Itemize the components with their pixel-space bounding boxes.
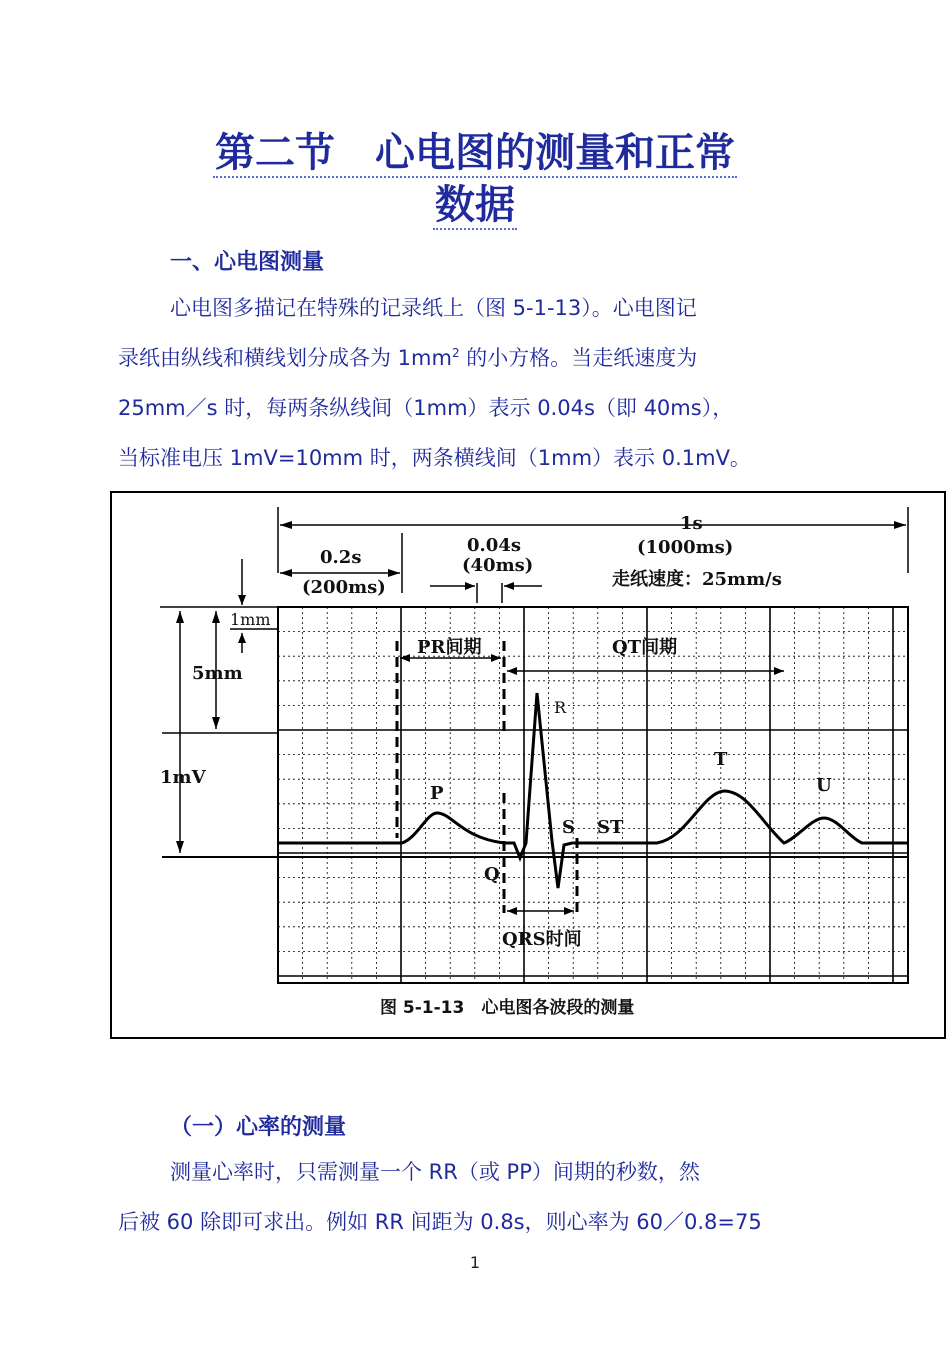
subsection-heading: （一）心率的测量 xyxy=(170,1115,347,1140)
ecg-waveform xyxy=(278,693,908,888)
ecg-figure xyxy=(110,491,946,1039)
page-title-line1: 第二节 心电图的测量和正常 xyxy=(215,130,735,176)
one-second-label: 1s xyxy=(680,513,703,534)
paragraph-line: 测量心率时，只需测量一个 RR（或 PP）间期的秒数，然 xyxy=(170,1160,700,1184)
st-segment-label: ST xyxy=(597,817,624,838)
qt-interval-label: QT间期 xyxy=(612,637,678,658)
t-wave-label: T xyxy=(714,749,728,770)
paragraph-ecg-paper xyxy=(118,283,838,483)
qrs-duration-label: QRS时间 xyxy=(502,929,582,950)
point04-label: 0.04s xyxy=(467,535,521,556)
paragraph-line: 心电图多描记在特殊的记录纸上（图 5-1-13）。心电图记 xyxy=(170,296,697,320)
ecg-diagram xyxy=(112,493,944,1037)
paragraph-line: 后被 60 除即可求出。例如 RR 间距为 0.8s，则心率为 60／0.8=75 xyxy=(118,1210,762,1234)
one-second-ms-label: (1000ms) xyxy=(637,537,734,558)
s-wave-label: S xyxy=(562,817,575,838)
page-title-continued xyxy=(0,180,950,230)
r-wave-label: R xyxy=(554,698,567,717)
page-number: 1 xyxy=(469,1253,481,1272)
paragraph-heart-rate xyxy=(118,1147,838,1247)
one-millivolt-label: 1mV xyxy=(160,767,206,788)
one-mm-label: 1mm xyxy=(230,610,271,629)
point2-label: 0.2s xyxy=(320,547,362,568)
page-title-line2: 数据 xyxy=(435,182,515,228)
paper-speed-label: 走纸速度：25mm/s xyxy=(612,569,782,590)
figure-caption: 图 5-1-13 心电图各波段的测量 xyxy=(380,998,635,1018)
paragraph-line: 录纸由纵线和横线划分成各为 $1mm^2$ 的小方格。当走纸速度为 xyxy=(118,346,698,370)
five-mm-label: 5mm xyxy=(192,663,243,684)
pr-interval-label: PR间期 xyxy=(417,637,482,658)
page-title xyxy=(0,128,950,178)
section-heading: 一、心电图测量 xyxy=(170,250,325,275)
point2-ms-label: (200ms) xyxy=(302,577,386,598)
q-wave-label: Q xyxy=(484,864,500,885)
paragraph-line: 25mm／s 时，每两条纵线间（1mm）表示 0.04s（即 40ms）， xyxy=(118,396,734,420)
p-wave-label: P xyxy=(430,783,444,804)
ecg-grid xyxy=(278,607,908,983)
point04-ms-label: (40ms) xyxy=(462,555,534,576)
paragraph-line: 当标准电压 1mV=10mm 时，两条横线间（1mm）表示 0.1mV。 xyxy=(118,446,751,470)
u-wave-label: U xyxy=(816,775,832,796)
